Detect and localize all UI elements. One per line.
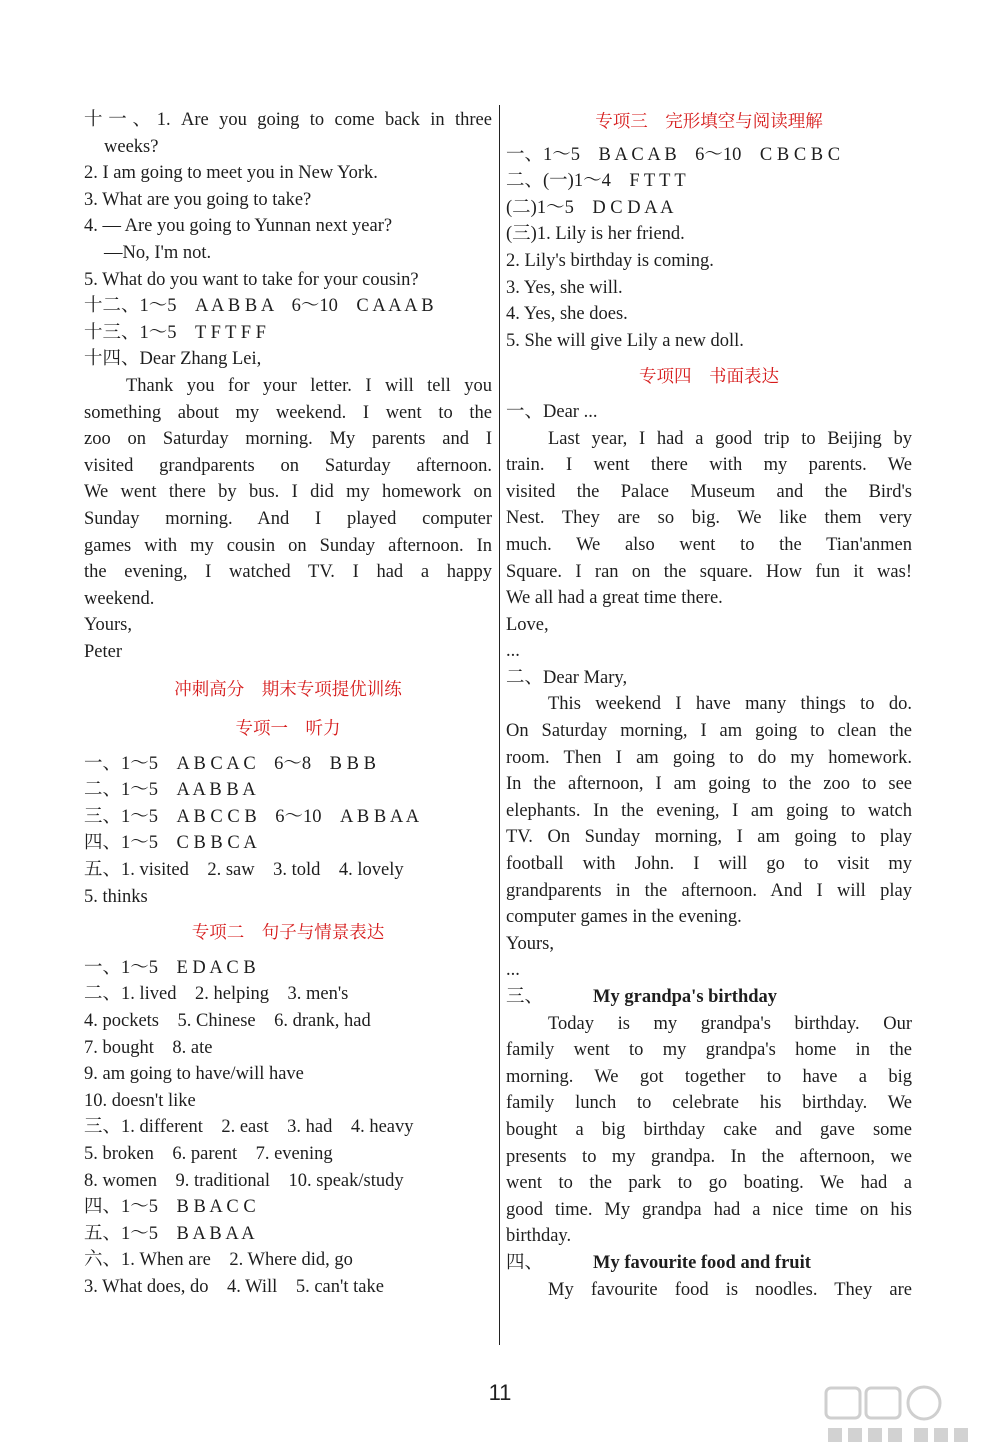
watermark-glyph <box>954 1428 968 1442</box>
watermark-glyph <box>908 1387 940 1419</box>
answer-line: 十二、1～5 A A B B A 6～10 C A A A B <box>84 296 434 317</box>
answer-line: 5. She will give Lily a new doll. <box>506 330 744 351</box>
letter-closing: Yours, <box>506 933 554 954</box>
essay-line: This weekend I have many things to do. <box>548 694 912 715</box>
essay-title-row <box>506 1250 912 1277</box>
essay-line: morning. We got together to have a big <box>506 1066 912 1087</box>
right-column <box>506 107 912 1303</box>
essay-line: In the afternoon, I am going to the zoo to see <box>506 774 912 795</box>
answer-line: 3. What are you going to take? <box>84 189 312 210</box>
essay-line: family went to my grandpa's home in the <box>506 1040 912 1061</box>
answer-line: 5. thinks <box>84 886 148 907</box>
answer-line: 2. I am going to meet you in New York. <box>84 163 378 184</box>
essay-line: bought a big birthday cake and gave some <box>506 1119 912 1140</box>
letter-line: visited grandparents on Saturday afternoon. <box>84 455 492 476</box>
answer-line: 10. doesn't like <box>84 1090 196 1111</box>
answer-line: 五、1. visited 2. saw 3. told 4. lovely <box>84 860 404 881</box>
essay-line: computer games in the evening. <box>506 907 742 928</box>
answer-line: 十三、1～5 T F T F F <box>84 322 266 343</box>
essay-line: Today is my grandpa's birthday. Our <box>548 1013 912 1034</box>
section-heading-reading: 专项三 完形填空与阅读理解 <box>595 112 823 132</box>
main-section-heading: 冲刺高分 期末专项提优训练 <box>174 680 402 701</box>
section-heading-sentences: 专项二 句子与情景表达 <box>191 923 385 944</box>
essay-line: elephants. In the evening, I am going to watch <box>506 800 912 821</box>
essay-line: birthday. <box>506 1226 572 1247</box>
essay-line: TV. On Sunday morning, I am going to play <box>506 827 912 848</box>
watermark-glyph <box>866 1388 900 1418</box>
answer-line: 4. — Are you going to Yunnan next year? <box>84 216 393 237</box>
watermark-glyph <box>914 1428 928 1442</box>
watermark-glyph <box>868 1428 882 1442</box>
answer-line: 六、1. When are 2. Where did, go <box>84 1250 353 1271</box>
essay-line: Last year, I had a good trip to Beijing by <box>548 428 912 449</box>
letter-signature: ... <box>506 960 520 981</box>
answer-line: 9. am going to have/will have <box>84 1064 304 1085</box>
section-heading-writing: 专项四 书面表达 <box>639 367 779 388</box>
answer-line: —No, I'm not. <box>104 242 212 263</box>
answer-line: 一、1～5 E D A C B <box>84 957 256 978</box>
answer-line: 五、1～5 B A B A A <box>84 1223 255 1244</box>
letter-signature: Peter <box>84 641 123 662</box>
essay-line: visited the Palace Museum and the Bird's <box>506 481 912 502</box>
essay-line: My favourite food is noodles. They are <box>548 1279 912 1300</box>
essay-line: Square. I ran on the square. How fun it was! <box>506 561 912 582</box>
letter-line: zoo on Saturday morning. My parents and I <box>84 429 492 450</box>
answer-line: 一、1～5 B A C A B 6～10 C B C B C <box>506 144 841 165</box>
answer-line: 4. Yes, she does. <box>506 304 628 325</box>
answer-line: 3. What does, do 4. Will 5. can't take <box>84 1276 384 1297</box>
top-edge-mark <box>160 0 280 6</box>
letter-greeting: 一、Dear ... <box>506 401 598 422</box>
watermark-glyph <box>848 1428 862 1442</box>
letter-line: games with my cousin on Sunday afternoon. In <box>84 535 492 556</box>
essay-line: presents to my grandpa. In the afternoon, we <box>506 1146 912 1167</box>
answer-line: (三)1. Lily is her friend. <box>506 224 685 245</box>
essay-line: Nest. They are so big. We like them very <box>506 508 912 529</box>
answer-line: 5. broken 6. parent 7. evening <box>84 1143 333 1164</box>
answer-line: 7. bought 8. ate <box>84 1037 213 1058</box>
essay-label: 三、 <box>506 987 544 1007</box>
watermark-glyph <box>828 1428 842 1442</box>
answer-line: 四、1～5 B B A C C <box>84 1197 256 1218</box>
letter-signature: ... <box>506 641 520 662</box>
section-heading-listening: 专项一 听力 <box>235 719 341 740</box>
watermark-logo <box>822 1384 972 1446</box>
letter-line: weekend. <box>84 588 155 609</box>
essay-line: grandparents in the afternoon. And I will play <box>506 880 912 901</box>
answer-line: 四、1～5 C B B C A <box>84 833 257 854</box>
answer-line: (二)1～5 D C D A A <box>506 197 674 218</box>
answer-line: 8. women 9. traditional 10. speak/study <box>84 1170 404 1191</box>
answer-line: 三、1. different 2. east 3. had 4. heavy <box>84 1117 414 1138</box>
answer-line: 十一、1. Are you going to come back in three <box>84 110 492 130</box>
essay-title: My favourite food and fruit <box>593 1252 811 1273</box>
essay-line: We all had a great time there. <box>506 588 723 609</box>
letter-line: Sunday morning. And I played computer <box>84 508 492 529</box>
essay-line: went to the park to go boating. We had a <box>506 1173 912 1194</box>
watermark-glyph <box>934 1428 948 1442</box>
answer-line: 3. Yes, she will. <box>506 277 623 298</box>
essay-line: train. I went there with my parents. We <box>506 455 912 476</box>
answer-line: 2. Lily's birthday is coming. <box>506 250 714 271</box>
answer-line: 4. pockets 5. Chinese 6. drank, had <box>84 1011 371 1031</box>
essay-title: My grandpa's birthday <box>593 987 778 1007</box>
essay-line: family lunch to celebrate his birthday. We <box>506 1093 912 1114</box>
essay-line: room. Then I am going to do my homework. <box>506 747 912 768</box>
column-divider <box>499 105 500 1345</box>
answer-line: 一、1～5 A B C A C 6～8 B B B <box>84 753 376 774</box>
watermark-glyph <box>826 1388 860 1418</box>
answer-line: 二、(一)1～4 F T T T <box>506 171 686 192</box>
letter-line: the evening, I watched TV. I had a happy <box>84 562 492 583</box>
letter-closing: Love, <box>506 614 549 635</box>
answer-line: 5. What do you want to take for your cousin? <box>84 269 419 290</box>
letter-greeting: 二、Dear Mary, <box>506 667 628 688</box>
page-number: 11 <box>488 1380 512 1405</box>
letter-line: something about my weekend. I went to the <box>84 402 492 423</box>
essay-label: 四、 <box>506 1252 544 1273</box>
essay-title-row <box>506 984 912 1011</box>
watermark-glyph <box>888 1428 902 1442</box>
letter-line: We went there by bus. I did my homework on <box>84 482 492 503</box>
letter-line: Thank you for your letter. I will tell you <box>126 375 492 396</box>
essay-line: good time. My grandpa had a nice time on his <box>506 1199 912 1220</box>
essay-line: football with John. I will go to visit my <box>506 854 912 875</box>
answer-line: 二、1. lived 2. helping 3. men's <box>84 984 349 1005</box>
essay-line: On Saturday morning, I am going to clean the <box>506 721 912 742</box>
letter-closing: Yours, <box>84 615 132 636</box>
answer-line: weeks? <box>104 136 159 157</box>
answer-line: 三、1～5 A B C C B 6～10 A B B A A <box>84 806 420 827</box>
letter-greeting: 十四、Dear Zhang Lei, <box>84 349 262 370</box>
essay-line: much. We also went to the Tian'anmen <box>506 534 912 555</box>
left-column <box>84 107 492 1301</box>
answer-line: 二、1～5 A A B B A <box>84 780 256 801</box>
